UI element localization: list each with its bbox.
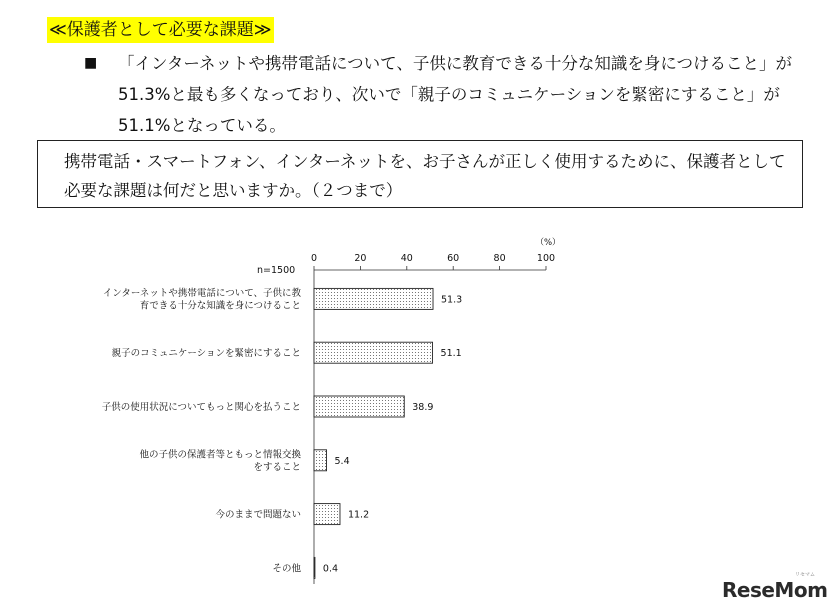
category-label: をすること [253,462,301,474]
x-tick-label: 20 [354,253,367,264]
bar-value-label: 11.2 [347,509,370,521]
category-label: インターネットや携帯電話について、子供に教 [102,288,301,300]
bar [314,450,327,471]
x-tick-label: 0 [310,253,318,264]
square-bullet-icon: ■ [84,55,98,71]
x-axis-unit-label: （%） [535,238,561,248]
bar-value-label: 38.9 [412,402,434,413]
category-label: 親子のコミュニケーションを緊密にすること [111,348,301,360]
x-tick-label: 60 [447,253,460,264]
bar [314,342,433,363]
bar-value-label: 51.1 [440,348,462,360]
survey-question-box: 携帯電話・スマートフォン、インターネットを、お子さんが正しく使用するために、保護者として必要な課題は何だと思いますか。（２つまで） [37,140,803,208]
bar [314,396,404,417]
bar [314,288,433,309]
resemom-logo: ReseMom [722,578,828,602]
resemom-logo-kana: リセマム [795,572,815,578]
x-tick-label: 80 [493,253,506,264]
bar [314,557,315,578]
bar-value-label: 5.4 [334,455,350,467]
category-label: その他 [272,563,301,575]
summary-text: 「インターネットや携帯電話について、子供に教育できる十分な知識を身につけること」が51.3%と最も多くなっており、次いで「親子のコミュニケーションを緊密にすること」が51.1%となっている。 [118,54,793,135]
section-heading: ≪保護者として必要な課題≫ [47,17,274,43]
bar [314,504,340,525]
category-label: 育できる十分な知識を身につけること [139,300,301,312]
bar-value-label: 0.4 [322,563,339,575]
category-label: 子供の使用状況についてもっと関心を払うこと [101,402,301,413]
category-label: 他の子供の保護者等ともっと情報交換 [139,449,301,461]
bar-value-label: 51.3 [441,294,463,306]
x-tick-label: 100 [536,253,556,264]
sample-size-label: n=1500 [257,265,296,276]
x-tick-label: 40 [400,253,413,264]
category-label: 今のままで問題ない [215,509,301,521]
